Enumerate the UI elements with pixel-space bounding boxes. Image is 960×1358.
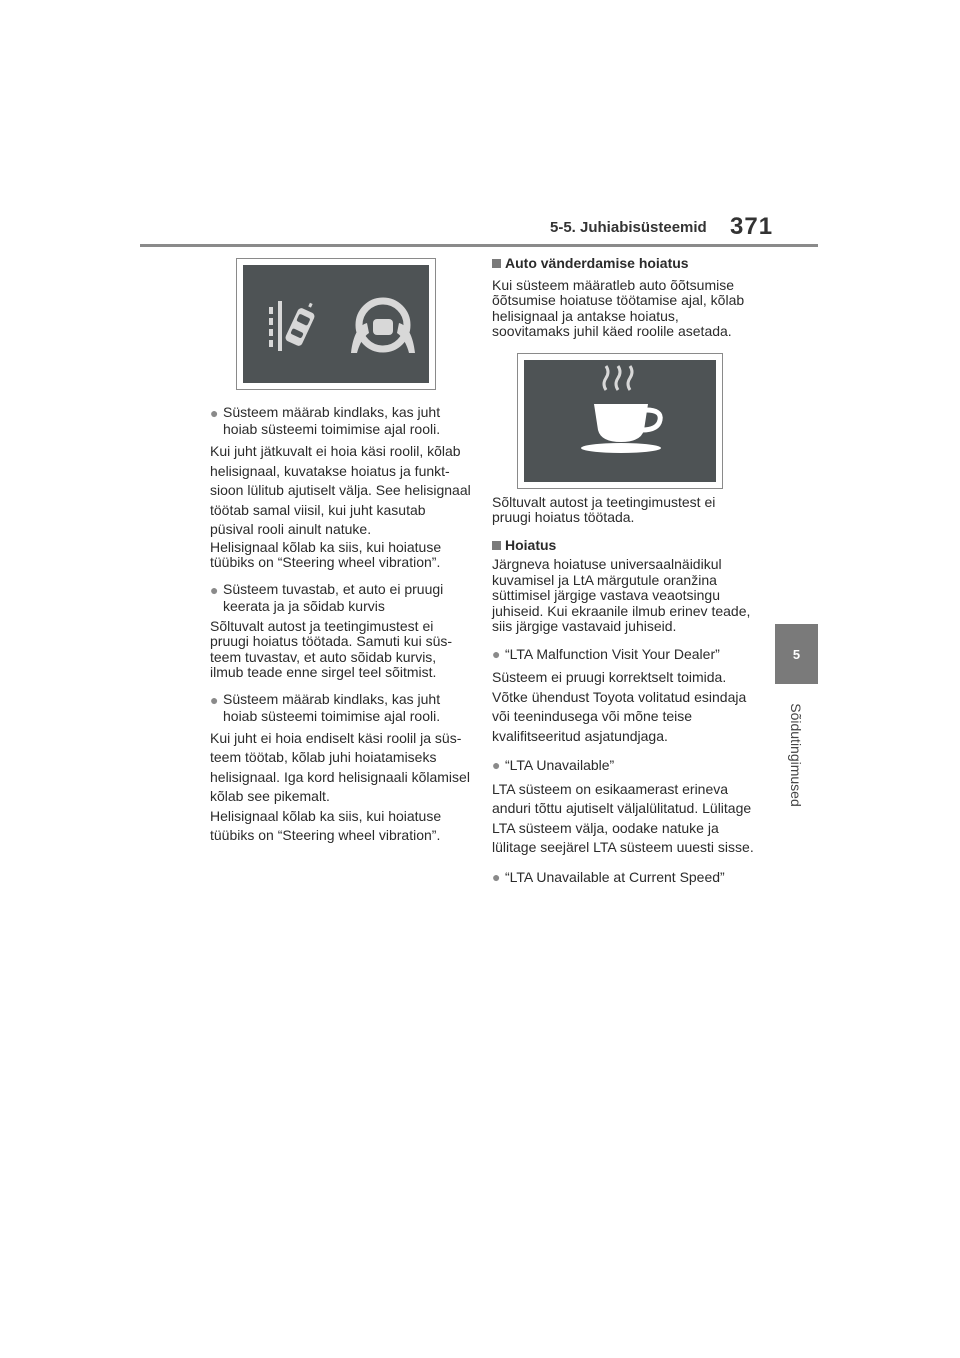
display-screen bbox=[524, 360, 716, 482]
bullet-icon: ● bbox=[492, 757, 501, 773]
page-number: 371 bbox=[730, 213, 774, 240]
bullet-icon: ● bbox=[210, 581, 219, 598]
paragraph: Helisignaal kõlab ka siis, kui hoiatuse tüübiks on “Steering wheel vibration”. bbox=[210, 807, 442, 843]
list-item: ● Süsteem määrab kindlaks, kas juht hoiab süsteemi toimimise ajal rooli. bbox=[210, 690, 441, 724]
paragraph: Sõltuvalt autost ja teetingimustest ei pruugi hoiatus töötada. bbox=[492, 493, 716, 525]
right-column bbox=[492, 254, 757, 887]
chapter-label bbox=[773, 690, 819, 820]
chapter-tab: 5 bbox=[775, 624, 818, 684]
header-rule bbox=[140, 244, 818, 247]
paragraph: LTA süsteem on esikaamerast erineva anduri tõttu ajutiselt väljalülitatud. Lülitage LTA süsteem välja, oodake natuke ja lülitage seejärel LTA süsteem uuesti sisse. bbox=[492, 780, 754, 855]
display-screen bbox=[243, 265, 429, 383]
bullet-icon: ● bbox=[210, 405, 219, 421]
list-item: ● Süsteem määrab kindlaks, kas juht hoiab süsteemi toimimise ajal rooli. bbox=[210, 404, 441, 437]
paragraph: Helisignaal kõlab ka siis, kui hoiatuse tüübiks on “Steering wheel vibration”. bbox=[210, 538, 442, 570]
paragraph: Järgneva hoiatuse universaalnäidikul kuvamisel ja LtA märgutule oranžina süttimisel järgige vastava veaotsingu juhiseid. Kui ekraanile ilmub erinev teade, siis järgige vastavaid juhiseid. bbox=[492, 556, 751, 634]
paragraph: Süsteem ei pruugi korrektselt toimida. Võtke ühendust Toyota volitatud esindaja või teenindusega või mõne teise kvalifitseeritud asjatundjaga. bbox=[492, 669, 747, 744]
bullet-icon: ● bbox=[210, 691, 219, 708]
section-heading: Auto vänderdamise hoiatus bbox=[492, 254, 757, 274]
section-heading: Hoiatus bbox=[492, 536, 757, 556]
paragraph: Kui juht ei hoia endiselt käsi roolil ja süsteem töötab, kõlab juhi hoiatamiseks helisignaal. Iga kord helisignaali kõlamisel kõlab see pikemalt. bbox=[210, 729, 470, 804]
chapter-title: Sõidutingimused bbox=[788, 703, 804, 807]
paragraph: Kui juht jätkuvalt ei hoia käsi roolil, kõlab helisignaal, kuvatakse hoiatus ja funktsioon lülitub ajutiselt välja. See helisignaal töötab samal viisil, kui juht kasutab püsival rooli ainult natuke. bbox=[210, 443, 471, 537]
bullet-icon: ● bbox=[492, 645, 501, 662]
paragraph: Sõltuvalt autost ja teetingimustest ei pruugi hoiatus töötada. Samuti kui süsteem tuvastav, et auto sõidab kurvis, ilmub teade enne sirgel teel sõitmist. bbox=[210, 617, 453, 680]
left-column bbox=[210, 264, 472, 846]
heading-square-icon bbox=[492, 541, 501, 550]
bullet-icon: ● bbox=[492, 868, 501, 885]
hands-off-warning-figure bbox=[236, 258, 436, 390]
sway-warning-figure bbox=[517, 353, 723, 489]
paragraph: Kui süsteem määratleb auto õõtsumise õõtsumise hoiatuse töötamise ajal, kõlab helisignaal ja antakse hoiatus, soovitamaks juhil käed roolile asetada. bbox=[492, 276, 745, 339]
list-item: ● Süsteem tuvastab, et auto ei pruugi keerata ja ja sõidab kurvis bbox=[210, 580, 444, 614]
list-item: ● “LTA Unavailable at Current Speed” bbox=[492, 868, 757, 888]
coffee-cup-icon bbox=[524, 360, 716, 482]
hands-on-steering-wheel-icon bbox=[343, 293, 423, 363]
section-title: 5-5. Juhiabisüsteemid bbox=[550, 219, 707, 236]
heading-square-icon bbox=[492, 259, 501, 268]
list-item: ● “LTA Unavailable” bbox=[492, 756, 757, 776]
list-item: ● “LTA Malfunction Visit Your Dealer” bbox=[492, 645, 757, 665]
